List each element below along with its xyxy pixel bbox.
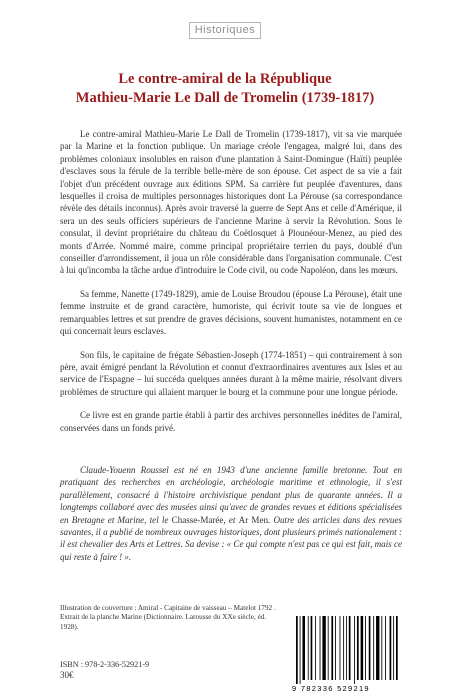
barcode-bar	[331, 616, 333, 680]
bio-text: , et	[223, 514, 239, 525]
barcode-bar	[361, 616, 364, 680]
barcode-image	[292, 614, 402, 684]
title-line-1: Le contre-amiral de la République	[118, 71, 332, 87]
paragraph: Le contre-amiral Mathieu-Marie Le Dall de Tromelin (1739-1817), vit sa vie marquée par la Marine et la fonction publique. Un mariage créole l'engagea, malgré lui, dans des problèmes coloniaux insolubles en raison d'une plantation à Saint-Domingue (Haïti) peuplée d'esclaves sous la férule de la terrible belle-mère de son épouse. Cet aspect de sa vie a fait l'objet d'un précédent ouvrage aux éditions SPM. Sa carrière fut peuplée d'aventures, dans lesquelles il croisa de multiples personnages historiques dont La Pérouse (sa correspondance révèle des détails inconnus). Après avoir traversé la guerre de Sept Ans et celle d'Amérique, il sera un des seuls officiers supérieurs de l'ancienne Marine à servir la Révolution. Sous le consulat, il devint propriétaire du château du Coëtlosquet à Plounéour-Menez, au pied des monts d'Arrée. Nommé maire, comme principal propriétaire terrien du pays, doublé d'un conseiller d'arrondissement, il joua un rôle considérable dans l'organisation communale. C'est à lui qu'incomba la tâche ardue d'introduire le Code civil, ou code Napoléon, dans les mœurs.	[60, 129, 402, 276]
series-name: Historiques	[189, 22, 262, 39]
series-label	[0, 24, 450, 36]
barcode-bar	[354, 616, 355, 684]
isbn: ISBN : 978-2-336-52921-9	[60, 660, 150, 669]
barcode-bar	[311, 616, 313, 680]
paragraph: Son fils, le capitaine de frégate Sébastien-Joseph (1774-1851) – qui contrairement à son père, avait émigré pendant la Révolution et connut d'extraordinaires aventures aux Isles et au service de l'Espagne – lui succéda quelques années durant à la même mairie, résolvant divers problèmes de structure qui allaient marquer le bourg et la commune pour une longue période.	[60, 349, 402, 397]
barcode-bar	[300, 616, 301, 684]
price: 30€	[60, 670, 74, 680]
barcode-bar	[357, 616, 359, 680]
bio-magazine-chasse: Chasse-Marée	[171, 514, 224, 525]
title-line-2: Mathieu-Marie Le Dall de Tromelin (1739-1817)	[75, 90, 375, 106]
barcode-bar	[385, 616, 386, 680]
barcode-bar	[390, 616, 392, 680]
book-title	[30, 70, 420, 108]
barcode-bar	[296, 616, 298, 684]
barcode-bar	[322, 616, 325, 680]
barcode-bar	[373, 616, 374, 680]
barcode-bar	[369, 616, 371, 680]
barcode-bar	[320, 616, 321, 680]
summary-text	[60, 128, 402, 445]
barcode-bar	[365, 616, 366, 680]
barcode-digits: 9 782336 529219	[292, 684, 370, 693]
paragraph: Sa femme, Nanette (1749-1829), amie de Louise Broudou (épouse La Pérouse), était une femme instruite et de grand caractère, humoriste, qui écrivit toute sa vie de longues et remarquables lettres et sut prendre de graves décisions, souvent humanistes, notamment en ce qui concernait leurs esclaves.	[60, 288, 402, 337]
barcode-bar	[343, 616, 344, 680]
barcode-bar	[393, 616, 394, 680]
barcode-bar	[302, 616, 305, 680]
barcode-bar	[340, 616, 341, 680]
barcode-bar	[328, 616, 329, 680]
paragraph: Ce livre est en grande partie établi à partir des archives personnelles inédites de l'amiral, conservées dans un fonds privé.	[60, 410, 402, 433]
author-bio-paragraph	[60, 464, 402, 563]
barcode-bar	[396, 616, 398, 680]
bio-text: Claude-Youenn Roussel est né en 1943 d'une ancienne famille bretonne. Tout en pratiquant des recherches en archéologie, archéologie maritime et ethnologie, il s'est parallèlement, consacré à l'histoire archivistique pendant plus de quarante années. Il a longtemps collaboré avec des musées ainsi qu'avec de grandes revues et éditions spécialisées en Bretagne et Marine, tel le	[60, 465, 402, 525]
barcode-bar	[315, 616, 316, 680]
barcode-bar	[381, 616, 382, 680]
barcode-bars	[292, 614, 402, 684]
barcode-bar	[335, 616, 336, 680]
bio-text: . Outre des articles dans des revues savantes, il a publié de nombreux ouvrages historiques, dont plusieurs primés nationalement : il est chevalier des Arts et Lettres. Sa devise : « Ce qui compte n'est pas ce qui est fait, mais ce qui reste à faire ! ».	[60, 514, 402, 562]
bio-magazine-armen: Ar Men	[238, 514, 269, 525]
barcode-bar	[346, 616, 347, 680]
barcode-bar	[349, 616, 351, 680]
barcode-bar	[308, 616, 309, 680]
author-bio	[60, 464, 402, 563]
cover-credit: Illustration de couverture : Amiral - Capitaine de vaisseau – Matelot 1792 . Extrait de la planche Marine (Dictionnaire. Larousse du XXe siècle, éd. 1928).	[60, 604, 276, 631]
barcode-bar	[376, 616, 379, 680]
